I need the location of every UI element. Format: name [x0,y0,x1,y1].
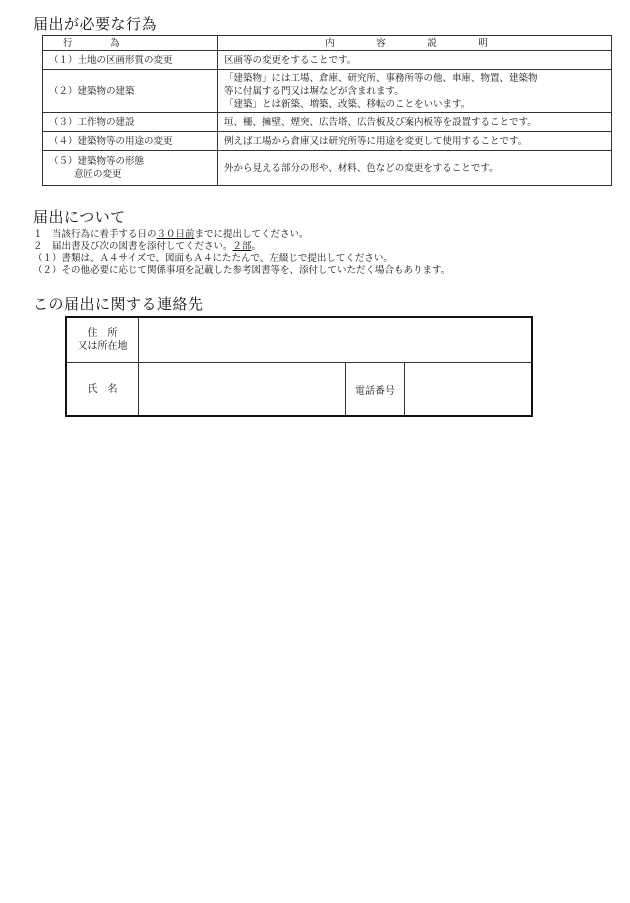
acts-section-title: 届出が必要な行為 [33,15,158,33]
act-cell [43,51,218,70]
contact-section-title: この届出に関する連絡先 [33,295,204,313]
desc-text: 「建築物」には工場、倉庫、研究所、事務所等の他、車庫、物置、建築物 [224,72,538,84]
deadline-emphasis: ３０日前 [156,229,195,240]
table-row [43,51,612,70]
desc-text: 外から見える部分の形や、材料、色などの変更をすることです。 [224,162,499,174]
act-label: （１）土地の区画形質の変更 [49,54,173,66]
desc-text: 垣、柵、擁壁、煙突、広告塔、広告板及び案内板等を設置することです。 [224,116,537,128]
acts-table-header [43,36,612,51]
desc-text: 「建築」とは新築、増築、改築、移転のことをいいます。 [224,98,471,110]
act-cell [43,70,218,113]
act-cell [43,151,218,186]
act-label: （２）建築物の建築 [49,85,135,97]
table-row [43,113,612,132]
table-row [43,132,612,151]
acts-header-desc: 内 容 説 明 [218,36,612,51]
desc-text: 区画等の変更をすることです。 [224,54,357,66]
act-label: （４）建築物等の用途の変更 [49,135,173,147]
address-label-line2: 又は所在地 [77,341,128,352]
contact-row-name [66,363,532,417]
acts-header-act: 行 為 [43,36,218,51]
act-cell [43,113,218,132]
contact-table [65,316,533,417]
act-label-line2: 意匠の変更 [74,169,122,180]
desc-text: 等に付属する門又は塀などが含まれます。 [224,85,404,97]
notice-item-2 [33,241,450,253]
act-label: （５）建築物等の形態 [49,156,145,167]
address-label-line1: 住 所 [87,328,118,339]
notice-sub-1: （１）書類は、Ａ４サイズで、図面もＡ４にたたんで、左綴じで提出してください。 [33,253,393,264]
phone-field[interactable] [405,363,533,417]
name-label: 氏 名 [66,363,139,417]
act-cell [43,132,218,151]
notice-section-title: 届出について [33,208,126,226]
desc-cell [218,70,612,113]
notice-list [33,229,450,277]
desc-cell [218,151,612,186]
phone-label: 電話番号 [346,363,405,417]
desc-cell [218,51,612,70]
address-field[interactable] [139,317,533,363]
notice-text: ２ 届出書及び次の図書を添付してください。 [33,241,233,252]
act-label: （３）工作物の建設 [49,116,135,128]
copies-emphasis: ２部 [232,241,252,252]
notice-item-1 [33,229,450,241]
notice-text: までに提出してください。 [194,229,309,240]
notice-sub-2: （２）その他必要に応じて関係事項を記載した参考図書等を、添付していただく場合もあります。 [33,265,451,276]
desc-text: 例えば工場から倉庫又は研究所等に用途を変更して使用することです。 [224,135,528,147]
notice-text: １ 当該行為に着手する日の [33,229,157,240]
address-label [66,317,139,363]
name-field[interactable] [139,363,346,417]
contact-row-address [66,317,532,363]
notice-text: 。 [251,241,262,252]
table-row [43,70,612,113]
desc-cell [218,113,612,132]
acts-table [42,35,612,186]
desc-cell [218,132,612,151]
table-row [43,151,612,186]
